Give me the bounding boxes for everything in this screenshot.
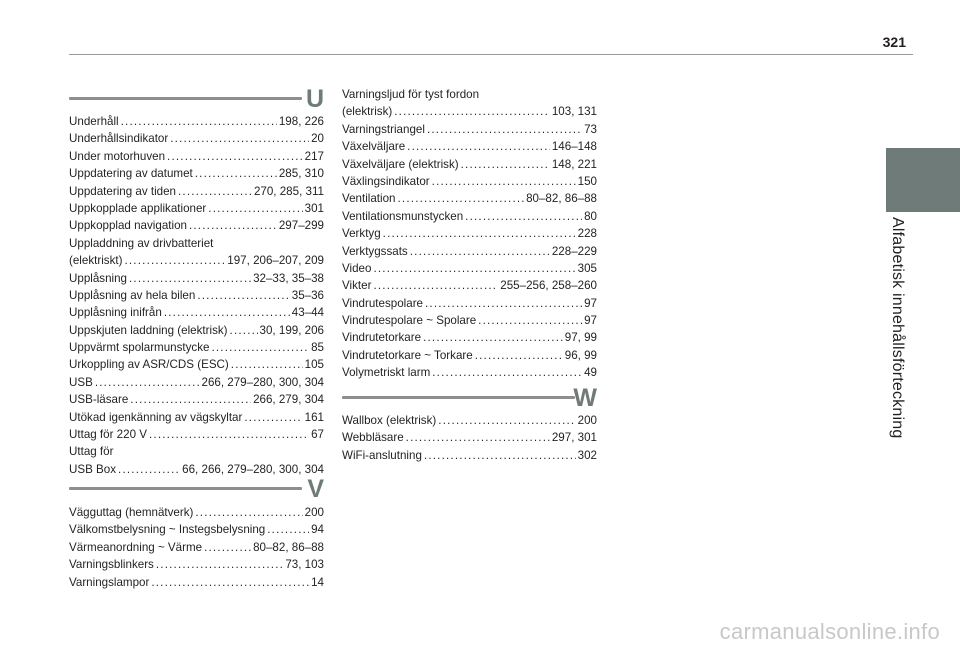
section-rule (342, 396, 575, 399)
index-entry (69, 556, 324, 573)
index-entry (69, 539, 324, 556)
dot-leader (149, 426, 309, 443)
top-rule (69, 54, 913, 55)
index-list-v-continued (342, 86, 597, 382)
index-entry (342, 243, 597, 260)
dot-leader (231, 356, 303, 373)
index-entry (342, 138, 597, 155)
index-entry (69, 304, 324, 321)
index-entry (69, 217, 324, 234)
index-entry (69, 183, 324, 200)
entry-title: Vindrutespolare (342, 296, 423, 310)
entry-pages: 80–82, 86–88 (253, 540, 324, 554)
entry-title: Uppdatering av tiden (69, 184, 176, 198)
index-entry-line: Varningsljud för tyst fordon (342, 88, 480, 101)
entry-pages: 85 (311, 341, 324, 355)
entry-title: Värmeanordning ~ Värme (69, 540, 203, 554)
index-entry (69, 426, 324, 443)
entry-title: WiFi-anslutning (342, 448, 422, 462)
index-entry (69, 374, 324, 391)
entry-title: Uppkopplade applikationer (69, 201, 207, 215)
index-entry (342, 312, 597, 329)
entry-pages: 266, 279–280, 300, 304 (201, 375, 324, 389)
dot-leader (195, 504, 302, 521)
dot-leader (178, 183, 252, 200)
index-entry (342, 190, 597, 207)
watermark: carmanualsonline.info (719, 619, 940, 644)
entry-title: (elektrisk) (342, 105, 393, 119)
index-entry (342, 277, 597, 294)
index-entry-line: Uppladdning av drivbatteriet (69, 236, 214, 250)
entry-title: Underhållsindikator (69, 132, 169, 146)
index-entry (342, 347, 597, 364)
index-entry (342, 364, 597, 381)
entry-title: USB (69, 375, 93, 389)
dot-leader (394, 103, 550, 120)
entry-title: Varningstriangel (342, 122, 425, 136)
index-list-w (342, 412, 597, 464)
dot-leader (407, 138, 550, 155)
entry-pages: 66, 266, 279–280, 300, 304 (182, 462, 324, 476)
dot-leader (423, 329, 563, 346)
dot-leader (170, 130, 309, 147)
entry-title: Video (342, 261, 372, 275)
dot-leader (410, 243, 550, 260)
dot-leader (475, 347, 563, 364)
entry-pages: 146–148 (551, 140, 597, 154)
index-entry (342, 329, 597, 346)
entry-pages: 30, 199, 206 (259, 323, 324, 337)
index-entry (69, 504, 324, 521)
entry-pages: 97, 99 (564, 331, 597, 345)
index-entry (342, 412, 597, 429)
entry-pages: 228 (577, 227, 597, 241)
entry-pages: 297, 301 (551, 431, 597, 445)
dot-leader (211, 339, 309, 356)
index-entry (342, 260, 597, 277)
entry-pages: 73, 103 (285, 558, 324, 572)
entry-pages: 20 (311, 132, 324, 146)
index-entry (342, 156, 597, 173)
entry-pages: 161 (304, 410, 324, 424)
entry-pages: 67 (311, 428, 324, 442)
index-entry (342, 208, 597, 225)
entry-title: Uttag för 220 V (69, 428, 147, 442)
entry-title: Volymetriskt larm (342, 366, 431, 380)
entry-title: Vindrutetorkare ~ Torkare (342, 348, 473, 362)
entry-pages: 94 (311, 523, 324, 537)
dot-leader (167, 148, 303, 165)
entry-pages: 43–44 (291, 306, 324, 320)
entry-pages: 103, 131 (551, 105, 597, 119)
dot-leader (267, 521, 309, 538)
dot-leader (406, 429, 550, 446)
index-list-v (69, 504, 324, 591)
entry-title: Vindrutetorkare (342, 331, 422, 345)
dot-leader (230, 322, 258, 339)
entry-pages: 97 (584, 314, 597, 328)
index-entry (69, 165, 324, 182)
section-header-u (69, 86, 324, 112)
dot-leader (383, 225, 576, 242)
dot-leader (121, 113, 277, 130)
entry-title: Verktygssats (342, 244, 408, 258)
entry-title: Välkomstbelysning ~ Instegsbelysning (69, 523, 266, 537)
dot-leader (398, 190, 525, 207)
entry-pages: 217 (304, 149, 324, 163)
entry-title: Urkoppling av ASR/CDS (ESC) (69, 358, 229, 372)
entry-pages: 266, 279, 304 (253, 393, 324, 407)
section-rule (69, 487, 302, 490)
entry-title: Uppvärmt spolarmunstycke (69, 341, 210, 355)
index-entry (342, 121, 597, 138)
entry-pages: 228–229 (551, 244, 597, 258)
entry-title: Upplåsning (69, 271, 128, 285)
entry-title: Uppskjuten laddning (elektrisk) (69, 323, 228, 337)
entry-pages: 198, 226 (278, 115, 324, 128)
entry-pages: 105 (304, 358, 324, 372)
index-entry (342, 295, 597, 312)
entry-pages: 80–82, 86–88 (526, 192, 597, 206)
index-entry (69, 409, 324, 426)
page-number: 321 (882, 34, 906, 50)
index-entry (69, 113, 324, 130)
dot-leader (204, 539, 251, 556)
entry-title: Uppdatering av datumet (69, 167, 193, 181)
index-entry (69, 252, 324, 269)
entry-title: Vikter (342, 279, 372, 293)
entry-pages: 35–36 (291, 288, 324, 302)
entry-pages: 97 (584, 296, 597, 310)
entry-title: Wallbox (elektrisk) (342, 414, 437, 427)
entry-title: Upplåsning av hela bilen (69, 288, 196, 302)
section-header-v (69, 476, 324, 502)
index-entry (69, 287, 324, 304)
entry-pages: 197, 206–207, 209 (227, 254, 324, 268)
entry-pages: 148, 221 (551, 157, 597, 171)
entry-pages: 49 (584, 366, 597, 380)
index-entry (69, 130, 324, 147)
dot-leader (438, 412, 575, 429)
entry-title: Under motorhuven (69, 149, 166, 163)
entry-pages: 297–299 (278, 219, 324, 233)
entry-title: USB Box (69, 462, 117, 476)
index-entry-line: Uttag för (69, 445, 114, 459)
entry-pages: 302 (577, 448, 597, 462)
entry-pages: 73 (584, 122, 597, 136)
entry-title: Vindrutespolare ~ Spolare (342, 314, 477, 328)
entry-pages: 200 (577, 414, 597, 427)
dot-leader (465, 208, 582, 225)
side-tab-title: Alfabetisk innehållsförteckning (889, 217, 906, 439)
entry-pages: 301 (304, 201, 324, 215)
entry-pages: 96, 99 (564, 348, 597, 362)
dot-leader (461, 156, 550, 173)
dot-leader (373, 277, 498, 294)
dot-leader (130, 391, 251, 408)
dot-leader (95, 374, 200, 391)
index-entry (342, 429, 597, 446)
entry-pages: 200 (304, 506, 324, 519)
entry-title: Uppkopplad navigation (69, 219, 187, 233)
entry-title: Varningsblinkers (69, 558, 154, 572)
dot-leader (425, 295, 582, 312)
dot-leader (373, 260, 575, 277)
index-entry (69, 574, 324, 591)
index-entry (342, 447, 597, 464)
dot-leader (129, 270, 251, 287)
index-entry (69, 322, 324, 339)
entry-title: (elektriskt) (69, 254, 123, 268)
index-list-u (69, 113, 324, 478)
entry-title: Växelväljare (elektrisk) (342, 157, 459, 171)
entry-title: Upplåsning inifrån (69, 306, 162, 320)
entry-title: Underhåll (69, 115, 119, 128)
index-entry (69, 339, 324, 356)
dot-leader (478, 312, 582, 329)
entry-title: Varningslampor (69, 575, 150, 589)
index-entry (69, 356, 324, 373)
entry-pages: 14 (311, 575, 324, 589)
dot-leader (195, 165, 277, 182)
dot-leader (427, 121, 582, 138)
entry-title: Växlingsindikator (342, 174, 430, 188)
dot-leader (151, 574, 309, 591)
entry-title: Vägguttag (hemnätverk) (69, 506, 194, 519)
entry-pages: 285, 310 (278, 167, 324, 181)
entry-pages: 305 (577, 261, 597, 275)
index-entry (342, 103, 597, 120)
entry-title: Ventilationsmunstycken (342, 209, 464, 223)
entry-title: Webbläsare (342, 431, 404, 445)
section-letter: V (307, 475, 324, 503)
entry-pages: 255–256, 258–260 (500, 279, 597, 293)
entry-title: Ventilation (342, 192, 396, 206)
dot-leader (424, 447, 576, 464)
section-rule (69, 97, 302, 100)
entry-pages: 32–33, 35–38 (253, 271, 324, 285)
entry-pages: 150 (577, 174, 597, 188)
entry-title: Verktyg (342, 227, 381, 241)
index-entry (342, 225, 597, 242)
entry-title: Utökad igenkänning av vägskyltar (69, 410, 243, 424)
dot-leader (197, 287, 289, 304)
index-entry (69, 521, 324, 538)
dot-leader (432, 173, 576, 190)
dot-leader (124, 252, 225, 269)
side-tab-block (886, 148, 960, 212)
entry-title: USB-läsare (69, 393, 129, 407)
index-entry (69, 200, 324, 217)
section-letter: U (305, 85, 324, 113)
dot-leader (156, 556, 283, 573)
section-letter: W (573, 384, 597, 412)
dot-leader (208, 200, 302, 217)
dot-leader (189, 217, 277, 234)
section-header-w (342, 385, 597, 411)
dot-leader (164, 304, 290, 321)
dot-leader (432, 364, 582, 381)
index-entry (69, 270, 324, 287)
dot-leader (244, 409, 302, 426)
index-entry (69, 391, 324, 408)
entry-pages: 270, 285, 311 (253, 184, 324, 198)
index-entry (342, 173, 597, 190)
index-entry (69, 148, 324, 165)
entry-pages: 80 (584, 209, 597, 223)
entry-title: Växelväljare (342, 140, 406, 154)
